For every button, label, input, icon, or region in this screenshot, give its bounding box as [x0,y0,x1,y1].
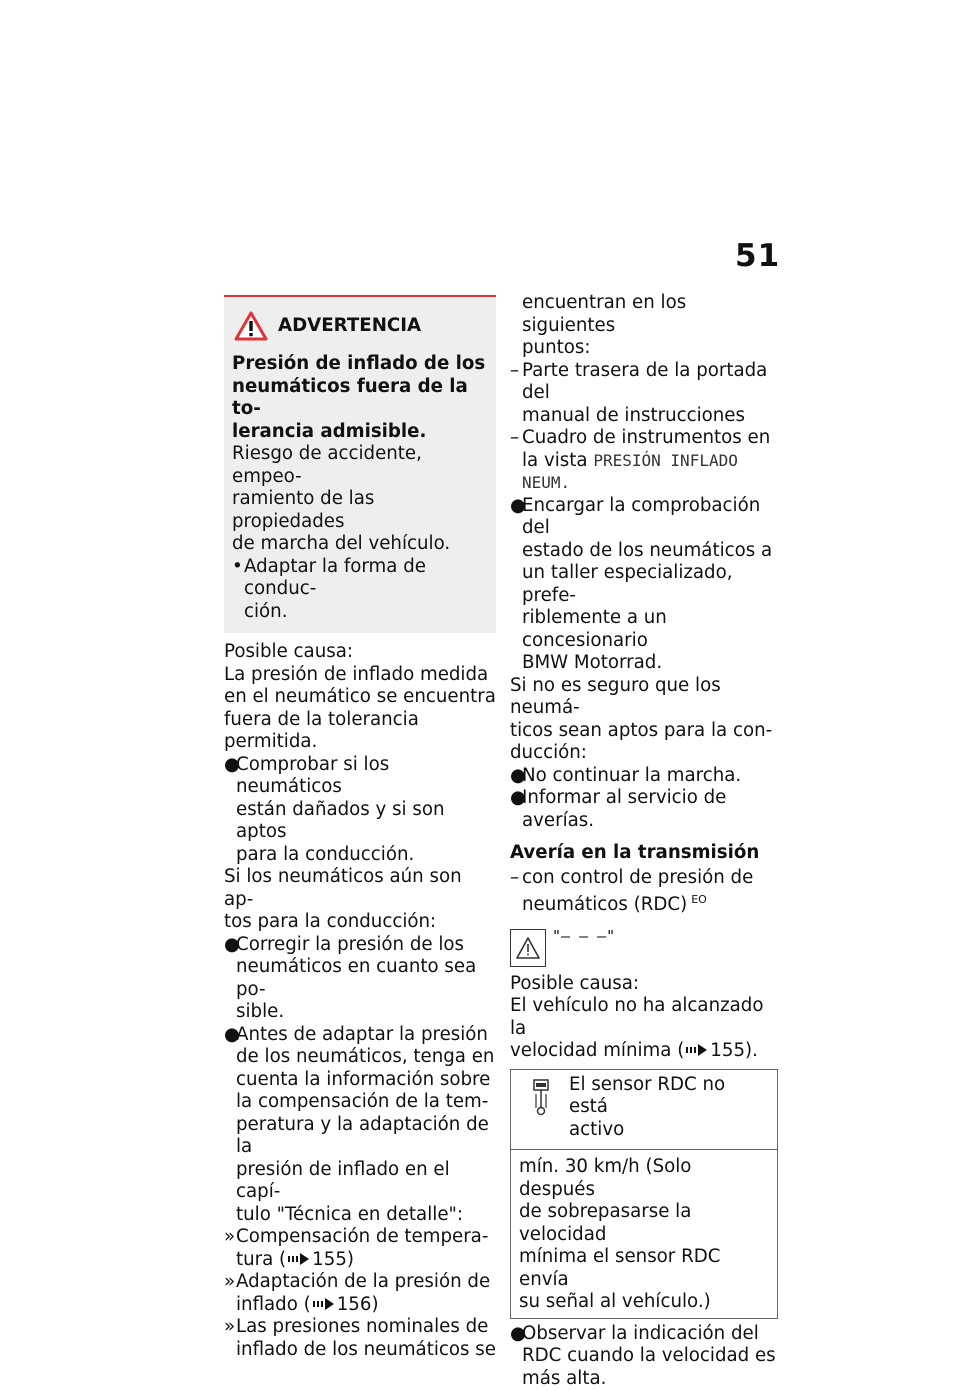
page-reference-arrow-icon [288,1252,310,1266]
warning-text: Riesgo de accidente, empeo- ramiento de las propiedades de marcha del vehículo. [232,443,488,556]
warning-header [234,311,488,341]
rdc-status-table [510,1069,778,1319]
list-item-ref-nominal: » Las presiones nominales de inflado de los neumáticos se [224,1316,496,1361]
list-item-commission: ● Encargar la comprobación del estado de los neumáticos a un taller especializado, prefe- riblemente a un concesionario BMW Motorrad. [510,495,782,675]
page-ref-155[interactable]: 155 [312,1249,347,1270]
indicator-box [510,929,546,967]
warning-triangle-icon [515,936,541,960]
list-item-ref-temperature: » Compensación de tempera- tura ( 155) [224,1226,496,1271]
list-item-before: ● Antes de adaptar la presión de los neumáticos, tenga en cuenta la información sobre la compensación de la tem- peratura y la adaptación de la presión de inflado en el capí- tulo "Técnica en detalle": [224,1024,496,1227]
list-item-observe: ● Observar la indicación del RDC cuando la velocidad es más alta. [510,1323,782,1390]
list-item-no-continue: ● No continuar la marcha. [510,765,782,788]
page-reference-arrow-icon [313,1297,335,1311]
warning-action: • Adaptar la forma de conduc- ción. [232,556,488,624]
page-reference-arrow-icon [686,1043,708,1057]
page-number: 51 [735,238,780,274]
rdc-status-text: El sensor RDC no está activo [563,1074,769,1142]
rdc-status-row [511,1070,777,1151]
section-heading: Avería en la transmisión [510,842,782,865]
left-column [224,295,496,1361]
rdc-icon-cell [519,1074,563,1142]
if-apt-text: Si los neumáticos aún son ap- tos para la conducción: [224,866,496,934]
display-view-name: PRESIÓN INFLADO [593,451,738,470]
display-value: "– – –" [552,925,615,948]
right-column [510,292,782,1390]
dash-item-rdc: – con control de presión de neumáticos (RDC) $^{EO}$ [510,867,782,917]
continued-text: encuentran en los siguientes puntos: [510,292,782,360]
cause-text: La presión de inflado medida en el neumático se encuentra fuera de la tolerancia permitida. [224,664,496,754]
warning-heading: Presión de inflado de los neumáticos fuera de la to- lerancia admisible. [232,353,488,443]
warning-title: ADVERTENCIA [278,315,421,338]
if-unsure-text: Si no es seguro que los neumá- ticos sean aptos para la con- ducción: [510,675,782,765]
list-item-check: ● Comprobar si los neumáticos están dañados y si son aptos para la conducción. [224,754,496,867]
dash-item-instrument-cluster: – Cuadro de instrumentos en la vista PRESIÓN INFLADO NEUM. [510,427,782,495]
list-item-ref-inflation: » Adaptación de la presión de inflado ( 156) [224,1271,496,1316]
dash-item-rear-cover: – Parte trasera de la portada del manual de instrucciones [510,360,782,428]
rdc-note-row: mín. 30 km/h (Solo después de sobrepasarse la velocidad mínima el sensor RDC envía su señal al vehículo.) [511,1150,777,1318]
indicator-row [510,929,782,967]
warning-triangle-icon [234,311,268,341]
list-item-inform: ● Informar al servicio de averías. [510,787,782,832]
cause-label-right: Posible causa: [510,973,782,996]
cause-text-right: El vehículo no ha alcanzado la velocidad mínima ( 155). [510,995,782,1063]
page-ref-156[interactable]: 156 [337,1294,372,1315]
warning-box [224,295,496,633]
list-item-correct: ● Corregir la presión de los neumáticos en cuanto sea po- sible. [224,934,496,1024]
page-ref-155-right[interactable]: 155 [710,1040,745,1061]
cause-label: Posible causa: [224,641,496,664]
tire-pressure-sensor-icon [530,1078,552,1116]
